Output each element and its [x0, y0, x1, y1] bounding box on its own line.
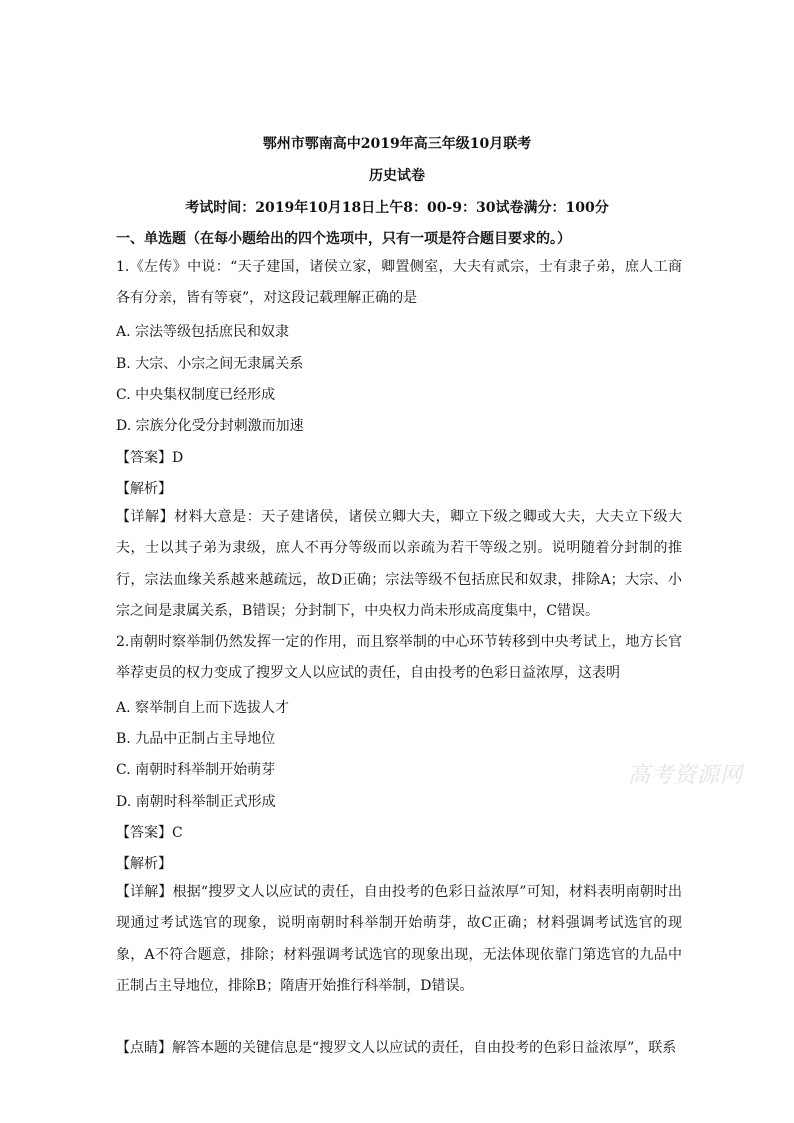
watermark: 高考资源网	[628, 763, 744, 788]
question-2-analysis-label: 【解析】	[116, 856, 172, 872]
question-1-answer: 【答案】D	[116, 450, 184, 466]
question-1-option-b: B. 大宗、小宗之间无隶属关系	[116, 356, 304, 372]
question-2-tip: 【点睛】解答本题的关键信息是“搜罗文人以应试的责任，自由投考的色彩日益浓厚”，联系	[116, 1040, 677, 1056]
question-1-analysis-label: 【解析】	[116, 481, 172, 497]
exam-info: 考试时间：2019年10月18日上午8：00-9：30试卷满分：100分	[185, 200, 609, 216]
question-2-option-c: C. 南朝时科举制开始萌芽	[116, 762, 276, 778]
question-1-option-d: D. 宗族分化受分封刺激而加速	[116, 418, 304, 434]
question-2-option-d: D. 南朝时科举制正式形成	[116, 794, 276, 810]
question-2-detail: 【详解】根据“搜罗文人以应试的责任，自由投考的色彩日益浓厚”可知，材料表明南朝时出现通过考试选官的现象，说明南朝时科举制开始萌芽，故C正确；材料强调考试选官的现象，A不符合题意，排除；材料强调考试选官的现象出现，无法体现依靠门第选官的九品中正制占主导地位，排除B；隋唐开始推行科举制，D错误。	[116, 884, 682, 994]
question-2-answer: 【答案】C	[116, 825, 183, 841]
question-1-detail: 【详解】材料大意是：天子建诸侯，诸侯立卿大夫，卿立下级之卿或大夫，大夫立下级大夫，士以其子弟为隶级，庶人不再分等级而以亲疏为若干等级之别。说明随着分封制的推行，宗法血缘关系越来越疏远，故D正确；宗法等级不包括庶民和奴隶，排除A；大宗、小宗之间是隶属关系，B错误；分封制下，中央权力尚未形成高度集中，C错误。	[116, 509, 682, 619]
question-2-option-a: A. 察举制自上而下选拔人才	[116, 700, 290, 716]
question-1-option-c: C. 中央集权制度已经形成	[116, 387, 276, 403]
exam-title: 鄂州市鄂南高中2019年高三年级10月联考	[262, 136, 532, 152]
question-2-option-b: B. 九品中正制占主导地位	[116, 731, 276, 747]
question-1-option-a: A. 宗法等级包括庶民和奴隶	[116, 324, 290, 340]
section-heading: 一、单选题（在每小题给出的四个选项中，只有一项是符合题目要求的。）	[116, 231, 571, 247]
exam-subject: 历史试卷	[369, 168, 425, 184]
question-2-stem: 2.南朝时察举制仍然发挥一定的作用，而且察举制的中心环节转移到中央考试上，地方长官举荐吏员的权力变成了搜罗文人以应试的责任，自由投考的色彩日益浓厚，这表明	[116, 634, 682, 682]
question-1-stem: 1.《左传》中说：“天子建国，诸侯立家，卿置侧室，大夫有贰宗，士有隶子弟，庶人工商各有分亲，皆有等衰”，对这段记载理解正确的是	[116, 259, 682, 307]
